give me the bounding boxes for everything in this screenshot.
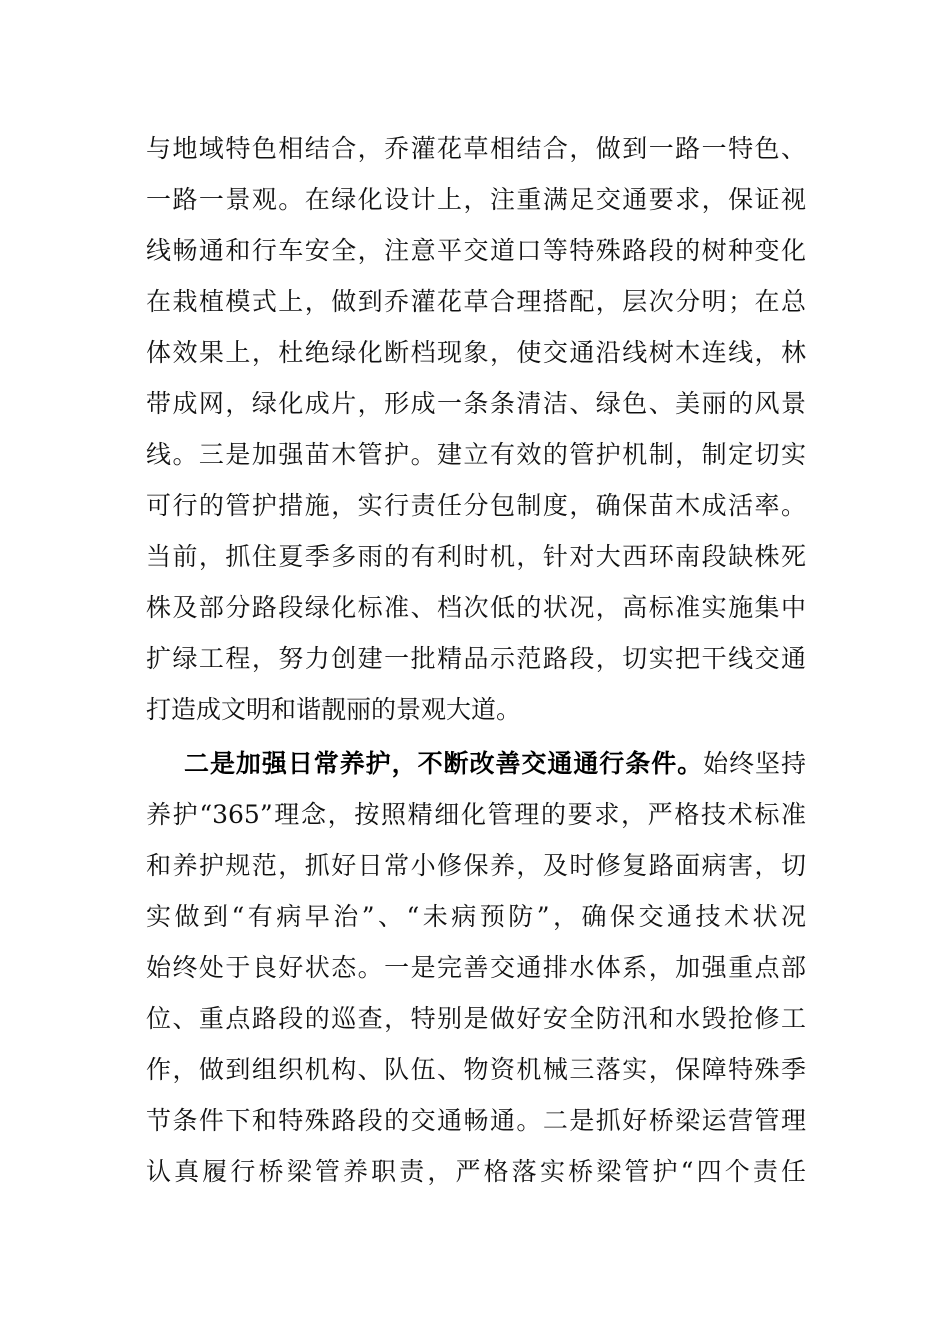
paragraph2-first-line (184, 740, 806, 788)
paragraph1-line: 线畅通和行车安全，注意平交道口等特殊路段的树种变化 (146, 236, 806, 265)
paragraph2-line: 养护“365”理念，按照精细化管理的要求，严格技术标准 (146, 800, 806, 829)
paragraph1-line: 与地域特色相结合，乔灌花草相结合，做到一路一特色、 (146, 134, 806, 163)
paragraph1-line: 株及部分路段绿化标准、档次低的状况，高标准实施集中 (146, 593, 806, 622)
paragraph1-line: 线。三是加强苗木管护。建立有效的管护机制，制定切实 (146, 440, 806, 469)
paragraph2-line: 位、重点路段的巡查，特别是做好安全防汛和水毁抢修工 (146, 1004, 806, 1033)
paragraph2-line: 节条件下和特殊路段的交通畅通。二是抓好桥梁运营管理 (146, 1106, 806, 1135)
paragraph1-line: 在栽植模式上，做到乔灌花草合理搭配，层次分明；在总 (146, 287, 806, 316)
paragraph1-line: 打造成文明和谐靓丽的景观大道。 (146, 695, 522, 724)
paragraph1-line: 体效果上，杜绝绿化断档现象，使交通沿线树木连线，林 (146, 338, 806, 367)
paragraph2-line: 作，做到组织机构、队伍、物资机械三落实，保障特殊季 (146, 1055, 806, 1084)
paragraph2-line: 认真履行桥梁管养职责，严格落实桥梁管护“四个责任 (146, 1157, 806, 1186)
paragraph1-line: 扩绿工程，努力创建一批精品示范路段，切实把干线交通 (146, 644, 806, 673)
paragraph2-first-line-text: 始终坚持 (703, 749, 806, 778)
paragraph1-line: 一路一景观。在绿化设计上，注重满足交通要求，保证视 (146, 185, 806, 214)
paragraph2-line: 始终处于良好状态。一是完善交通排水体系，加强重点部 (146, 953, 806, 982)
paragraph2-heading: 二是加强日常养护，不断改善交通通行条件。 (184, 749, 704, 778)
paragraph1-line: 可行的管护措施，实行责任分包制度，确保苗木成活率。 (146, 491, 806, 520)
paragraph2-line: 实做到“有病早治”、“未病预防”，确保交通技术状况 (146, 902, 806, 931)
paragraph1-line: 带成网，绿化成片，形成一条条清洁、绿色、美丽的风景 (146, 389, 806, 418)
paragraph1-line: 当前，抓住夏季多雨的有利时机，针对大西环南段缺株死 (146, 542, 806, 571)
paragraph2-line: 和养护规范，抓好日常小修保养，及时修复路面病害，切 (146, 851, 806, 880)
